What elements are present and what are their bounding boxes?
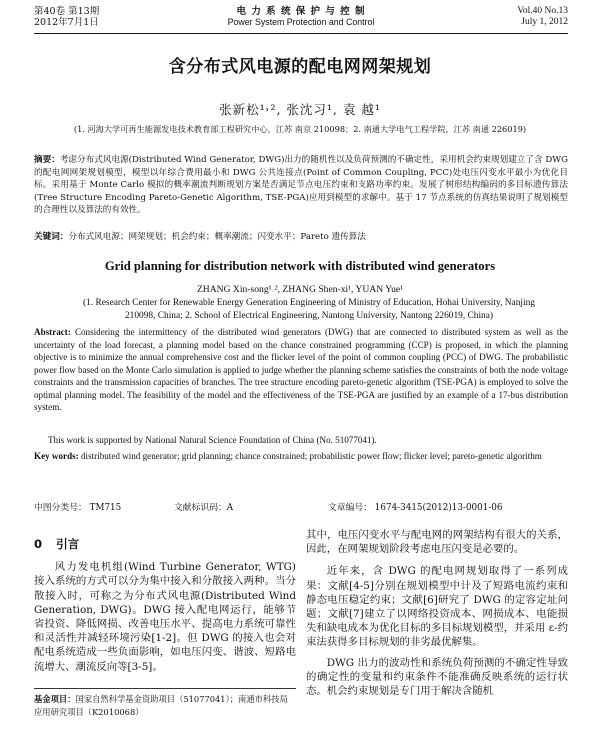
affiliation-cn: (1. 河海大学可再生能源发电技术教育部工程研究中心，江苏 南京 210098；2. 南通大学电气工程学院，江苏 南通 226019) — [73, 124, 527, 134]
volume-en: Vol.40 No.13 — [517, 6, 568, 16]
clc-number: 中图分类号： TM715 — [34, 503, 122, 513]
article-number: 文章编号： 1674-3415(2012)13-0001-06 — [328, 503, 503, 513]
volume-cn: 第40卷 第13期 — [34, 6, 100, 17]
body-left-column — [34, 528, 296, 674]
journal-name-en: Power System Protection and Control — [227, 17, 375, 27]
keywords-cn — [34, 231, 568, 243]
keywords-en-text: distributed wind generator; grid planning; chance constrained; probabilistic power flow; flicker level; pareto-genetic algorithm — [81, 451, 542, 461]
support-note-en: This work is supported by National Natural Science Foundation of China (No. 51077041). — [48, 435, 377, 445]
footnote-rule — [34, 688, 296, 689]
intro-paragraph-3: 近年来，含 DWG 的配电网规划取得了一系列成果：文献[4-5]分别在规划模型中计及了短路电流约束和静态电压稳定约束；文献[6]研究了 DWG 的定容定址问题；文献[7]建立了以网络投资成本、网损成本、电能损失和缺电成本为优化目标的多目标规划模型，并采用 ε-约束法获得多目标规划的非劣最优解集。 — [306, 565, 568, 649]
abstract-cn — [34, 154, 568, 217]
paper-title-en: Grid planning for distribution network with distributed wind generators — [104, 259, 496, 273]
keywords-cn-label: 关键词： — [34, 232, 69, 242]
keywords-cn-text: 分布式风电源；网架规划；机会约束；概率潮流；闪变水平；Pareto 遗传算法 — [68, 232, 366, 242]
authors-en: ZHANG Xin-song¹˒², ZHANG Shen-xi¹, YUAN Yue¹ — [196, 284, 404, 295]
keywords-en-label: Key words: — [34, 451, 79, 461]
intro-paragraph-2: 其中，电压闪变水平与配电网的网架结构有很大的关系，因此，在网架规划阶段考虑电压闪变是必要的。 — [306, 529, 568, 556]
section-title: 引言 — [56, 537, 80, 551]
funding-text: 国家自然科学基金资助项目（51077041）；南通市科技局应用研究项目（K2010068） — [34, 694, 288, 717]
running-header — [34, 6, 568, 34]
abstract-cn-label: 摘要： — [34, 155, 60, 165]
paper-title-cn: 含分布式风电源的配电网网架规划 — [168, 57, 432, 77]
abstract-en-text: Considering the intermittency of the distributed wind generators (DWG) that are connected to distributed system as well as the uncertainty of the load forecast, a planning model based on the chance constrained programming (CCP) is proposed, in which the planning objective is to minimize the annual comprehensive cost and the flicker level of the point of common coupling (PCC) of DWG. The probabilistic power flow based on the Monte Carlo simulation is applied to judge whether the planning scheme satisfies the constraints of both the node voltage constraints and the transmission capacities of branches. The tree structure encoding pareto-genetic algorithm (TSE-PGA) is employed to solve the optimal planning model. The feasibility of the model and the effectiveness of the TSE-PGA are justified by an example of a 17-bus distribution system. — [34, 327, 568, 412]
body-right-column — [306, 528, 568, 698]
authors-cn: 张新松¹˒², 张沈习¹, 袁 越¹ — [219, 102, 381, 117]
abstract-en-label: Abstract: — [34, 327, 71, 337]
section-number: 0 — [34, 537, 43, 551]
date-cn: 2012年7月1日 — [34, 17, 99, 28]
funding-label: 基金项目： — [34, 694, 76, 704]
header-right — [517, 6, 568, 28]
funding-footnote — [34, 693, 296, 719]
affiliation-en: (1. Research Center for Renewable Energy Generation Engineering of Ministry of Education, Hohai University, Nanjing 210098, China; 2. School of Electrical Engineering, Nantong University, Nantong 226019, China) — [83, 298, 535, 321]
header-center — [34, 6, 568, 28]
abstract-cn-text: 考虑分布式风电源(Distributed Wind Generator, DWG)出力的随机性以及负荷预测的不确定性，采用机会约束规划建立了含 DWG 的配电网网架规划模型，模型以年综合费用最小和 DWG 公共连接点(Point of Common Coupling, PCC)处电压闪变水平最小为优化目标。采用基于 Monte Carlo 模拟的概率潮流判断规划方案是否满足节点电压约束和支路功率约束。发展了树形结构编码的多目标遗传算法(Tree Structure Encoding Pareto-Genetic Algorithm, TSE-PGA)应用到模型的求解中。基于 17 节点系统的仿真结果说明了规划模型的合理性以及算法的有效性。 — [34, 155, 568, 215]
intro-paragraph-1: 风力发电机组(Wind Turbine Generator, WTG)接入系统的方式可以分为集中接入和分散接入两种。当分散接入时，可称之为分布式风电源(Distributed Wind Generation, DWG)。DWG 接入配电网运行，能够节省投资、降低网损、改善电压水平、提高电力系统可靠性和灵活性并减轻环境污染[1-2]。但 DWG 的接入也会对配电系统造成一些负面影响，如电压闪变、谐波、短路电流增大、潮流反向等[3-5]。 — [34, 561, 296, 673]
intro-paragraph-4: DWG 出力的波动性和系统负荷预测的不确定性导致的确定性的变量和约束条件不能准确反映系统的运行状态。机会约束规划是专门用于解决含随机 — [306, 656, 568, 698]
date-en: July 1, 2012 — [521, 17, 568, 27]
journal-name-cn: 电 力 系 统 保 护 与 控 制 — [236, 6, 366, 17]
abstract-en — [34, 326, 568, 414]
document-code: 文献标识码：A — [174, 503, 234, 513]
keywords-en — [34, 450, 568, 463]
section-heading — [34, 537, 296, 551]
